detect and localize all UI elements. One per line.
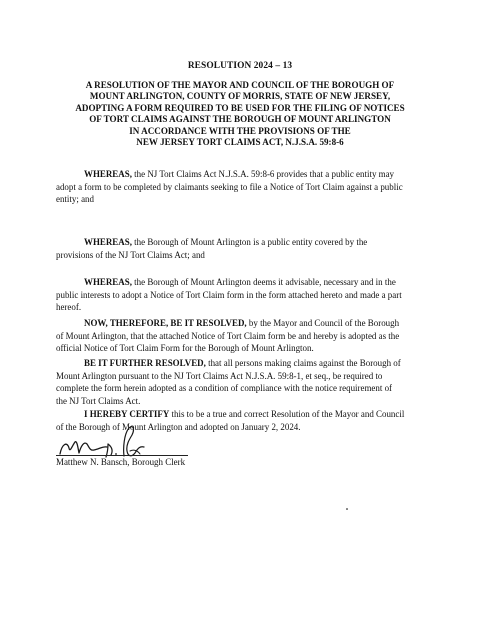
paragraph-lead: WHEREAS, bbox=[84, 277, 132, 287]
heading-line: OF TORT CLAIMS AGAINST THE BOROUGH OF MOUNT ARLINGTON bbox=[89, 114, 391, 125]
paragraph-line: adopt a form to be completed by claimants seeking to file a Notice of Tort Claim against a public bbox=[56, 181, 403, 192]
paragraph-lead: BE IT FURTHER RESOLVED, bbox=[84, 358, 206, 368]
heading-line: MOUNT ARLINGTON, COUNTY OF MORRIS, STATE OF NEW JERSEY, bbox=[89, 91, 391, 102]
resolved-paragraph bbox=[56, 317, 424, 355]
paragraph-text: the Borough of Mount Arlington is a public entity covered by the bbox=[131, 237, 368, 247]
paragraph-text: this to be a true and correct Resolution of the Mayor and Council bbox=[169, 409, 405, 419]
paragraph-lead: I HEREBY CERTIFY bbox=[84, 409, 170, 419]
paragraph-lead: WHEREAS, bbox=[84, 237, 132, 247]
paragraph-line: provisions of the NJ Tort Claims Act; and bbox=[56, 249, 205, 260]
further-resolved-paragraph bbox=[56, 357, 424, 407]
paragraph-line: hereof. bbox=[56, 302, 82, 313]
paragraph-text: by the Mayor and Council of the Borough bbox=[246, 318, 400, 328]
paragraph-line: entity; and bbox=[56, 194, 94, 205]
paragraph-line: of the Borough of Mount Arlington and adopted on January 2, 2024. bbox=[56, 421, 301, 432]
paragraph-text: the Borough of Mount Arlington deems it advisable, necessary and in the bbox=[131, 277, 396, 287]
paragraph-line: official Notice of Tort Claim Form for the Borough of Mount Arlington. bbox=[56, 343, 314, 354]
signature-line bbox=[56, 455, 188, 456]
heading-line: IN ACCORDANCE WITH THE PROVISIONS OF THE bbox=[129, 125, 351, 136]
resolution-heading bbox=[40, 80, 440, 148]
heading-line: A RESOLUTION OF THE MAYOR AND COUNCIL OF THE BOROUGH OF bbox=[85, 80, 395, 90]
paragraph-line: public interests to adopt a Notice of Tort Claim form in the form attached hereto and made a part bbox=[56, 289, 402, 300]
paragraph-text: the NJ Tort Claims Act N.J.S.A. 59:8-6 provides that a public entity may bbox=[131, 169, 395, 179]
heading-line: ADOPTING A FORM REQUIRED TO BE USED FOR THE FILING OF NOTICES bbox=[75, 102, 405, 113]
paragraph-first-line bbox=[56, 317, 424, 330]
heading-line: NEW JERSEY TORT CLAIMS ACT, N.J.S.A. 59:8-6 bbox=[136, 137, 344, 148]
paragraph-line: complete the form herein adopted as a condition of compliance with the notice requirement of bbox=[56, 383, 393, 394]
paragraph-first-line bbox=[56, 357, 424, 370]
paragraph-first-line bbox=[56, 276, 424, 289]
paragraph-first-line bbox=[56, 168, 424, 181]
paragraph-first-line bbox=[56, 408, 424, 421]
whereas-paragraph-2 bbox=[56, 236, 424, 261]
signatory-name-title: Matthew N. Bansch, Borough Clerk bbox=[56, 457, 186, 467]
whereas-paragraph-1 bbox=[56, 168, 424, 206]
paragraph-lead: WHEREAS, bbox=[84, 169, 132, 179]
paragraph-line: of Mount Arlington, that the attached Notice of Tort Claim form be and hereby is adopted as the bbox=[56, 330, 400, 341]
paragraph-text: that all persons making claims against the Borough of bbox=[205, 358, 401, 368]
scan-speck bbox=[346, 508, 348, 510]
paragraph-line: Mount Arlington pursuant to the NJ Tort Claims Act N.J.S.A. 59:8-1, et seq., be required to bbox=[56, 370, 383, 381]
resolution-number: RESOLUTION 2024 – 13 bbox=[187, 61, 293, 71]
paragraph-line: the NJ Tort Claims Act. bbox=[56, 395, 141, 406]
paragraph-lead: NOW, THEREFORE, BE IT RESOLVED, bbox=[84, 318, 247, 328]
paragraph-first-line bbox=[56, 236, 424, 249]
whereas-paragraph-3 bbox=[56, 276, 424, 314]
